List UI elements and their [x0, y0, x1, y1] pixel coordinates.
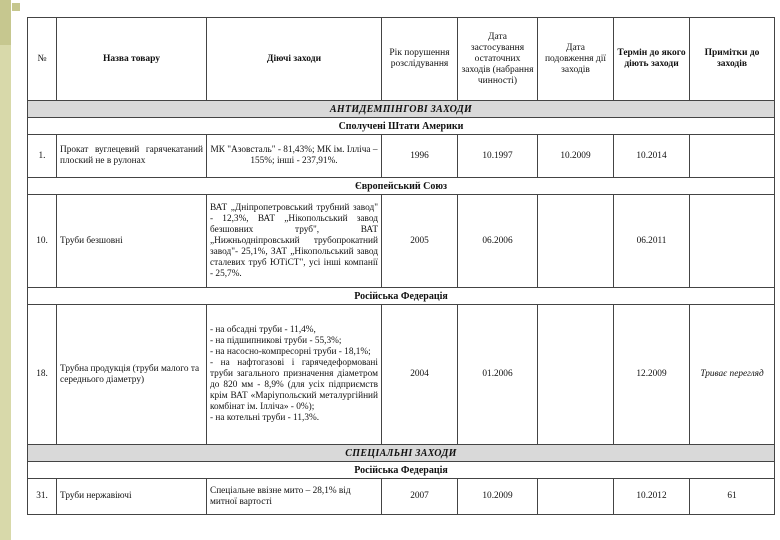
decor-square [12, 3, 20, 11]
row-num: 1. [28, 135, 57, 178]
row-term: 06.2011 [614, 195, 690, 288]
row-term: 10.2012 [614, 479, 690, 515]
table-row [28, 305, 775, 445]
table-row [28, 479, 775, 515]
decor-bar-side [0, 45, 11, 540]
header-extension: Дата подовження дії заходів [538, 18, 614, 101]
measure-line: - на обсадні труби - 11,4%, [210, 325, 316, 335]
measure-line: - на насосно-компресорні труби - 18,1%; [210, 347, 371, 357]
header-product: Назва товару [57, 18, 207, 101]
header-applied: Дата застосування остаточних заходів (набрання чинності) [458, 18, 538, 101]
row-applied: 06.2006 [458, 195, 538, 288]
measure-line: - на підшипникові труби - 55,3%; [210, 336, 342, 346]
section-special: СПЕЦІАЛЬНІ ЗАХОДИ [28, 445, 775, 462]
row-num: 10. [28, 195, 57, 288]
row-year: 2004 [382, 305, 458, 445]
row-product: Труби безшовні [57, 195, 207, 288]
header-row [28, 18, 775, 101]
row-term: 12.2009 [614, 305, 690, 445]
header-year: Рік порушення розслідування [382, 18, 458, 101]
row-notes [690, 195, 775, 288]
row-product: Трубна продукція (труби малого та середнього діаметру) [57, 305, 207, 445]
row-product: Труби нержавіючі [57, 479, 207, 515]
header-term: Термін до якого діють заходи [614, 18, 690, 101]
row-year: 2005 [382, 195, 458, 288]
row-applied: 10.2009 [458, 479, 538, 515]
table-row [28, 195, 775, 288]
row-measures: МК "Азовсталь" - 81,43%; МК ім. Ілліча – 155%; інші - 237,91%. [207, 135, 382, 178]
country-rf-2: Російська Федерація [28, 462, 775, 479]
header-notes: Примітки до заходів [690, 18, 775, 101]
row-notes: 61 [690, 479, 775, 515]
row-num: 18. [28, 305, 57, 445]
row-applied: 01.2006 [458, 305, 538, 445]
decor-bar-top [0, 0, 11, 45]
measure-line: - на котельні труби - 11,3%. [210, 413, 320, 423]
row-year: 2007 [382, 479, 458, 515]
row-extension [538, 479, 614, 515]
country-eu: Європейський Союз [28, 178, 775, 195]
row-product: Прокат вуглецевий гарячекатаний плоский не в рулонах [57, 135, 207, 178]
row-measures: Спеціальне ввізне мито – 28,1% від митної вартості [207, 479, 382, 515]
row-num: 31. [28, 479, 57, 515]
row-measures: ВАТ „Дніпропетровський трубний завод" - 12,3%, ВАТ „Нікопольський завод безшовних труб", ВАТ „Нижньодніпровський трубопрокатний завод"- 25,1%, ЗАТ „Нікопольський завод сталевих труб ЮТіСТ", усі інші компанії - 25,7%. [207, 195, 382, 288]
table-row [28, 135, 775, 178]
row-notes: Триває перегляд [690, 305, 775, 445]
country-rf-1: Російська Федерація [28, 288, 775, 305]
measures-table [27, 17, 775, 515]
measure-line: - на нафтогазові і гарячедеформовані труби загального призначення діаметром до 820 мм - 8,9% (для усіх підприємств крім ВАТ «Маріупольский металургійний комбінат ім. Ілліча» - 0%); [210, 358, 378, 412]
row-notes [690, 135, 775, 178]
header-measures: Діючі заходи [207, 18, 382, 101]
row-term: 10.2014 [614, 135, 690, 178]
row-extension [538, 195, 614, 288]
header-num: № [28, 18, 57, 101]
row-year: 1996 [382, 135, 458, 178]
section-antidumping: АНТИДЕМПІНГОВІ ЗАХОДИ [28, 101, 775, 118]
row-applied: 10.1997 [458, 135, 538, 178]
country-usa: Сполучені Штати Америки [28, 118, 775, 135]
row-extension: 10.2009 [538, 135, 614, 178]
row-measures [207, 305, 382, 445]
row-extension [538, 305, 614, 445]
